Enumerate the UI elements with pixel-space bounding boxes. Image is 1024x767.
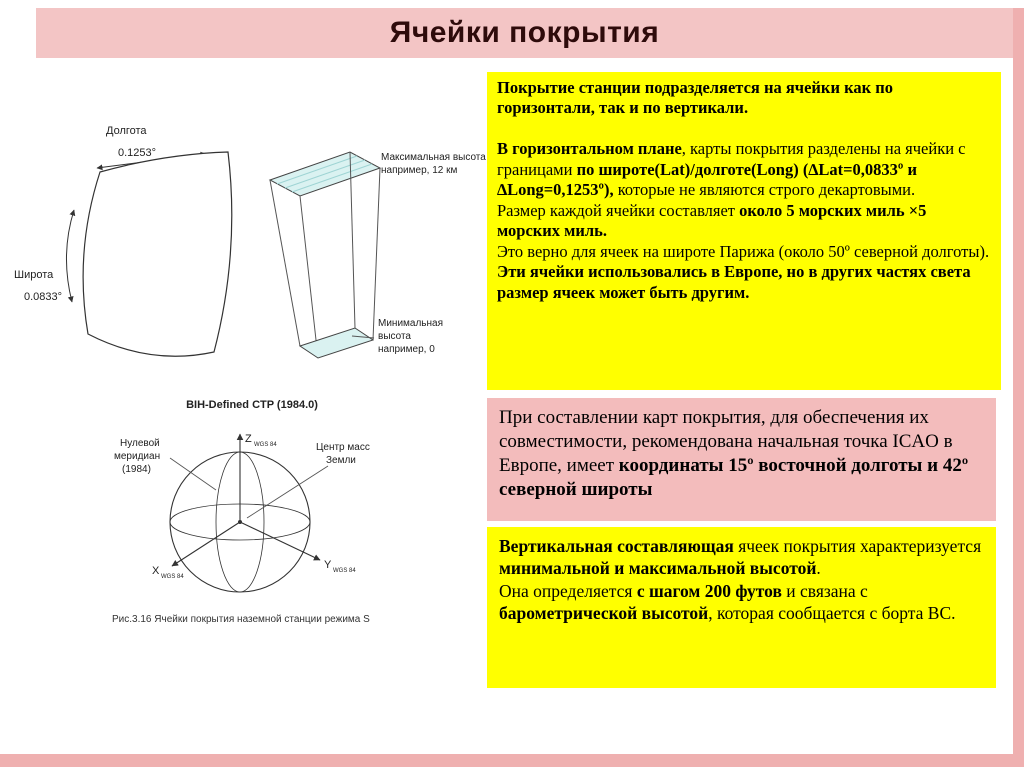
slide-border-right xyxy=(1013,8,1024,767)
sphere-figure-title: BIH-Defined CTP (1984.0) xyxy=(186,399,318,411)
earth-center-leader-line xyxy=(247,466,328,518)
zero-meridian-label-line1: Нулевой xyxy=(120,438,160,449)
min-height-label-line1: Минимальная xyxy=(378,318,444,329)
longitude-label: Долгота xyxy=(106,125,147,137)
min-height-label-line2: высота xyxy=(378,331,411,342)
prism-edge xyxy=(270,180,300,346)
z-axis-subscript: WGS 84 xyxy=(254,442,277,448)
min-height-face xyxy=(300,328,373,358)
x-axis-label: X xyxy=(152,565,160,577)
zero-meridian-label-line2: меридиан xyxy=(114,451,161,462)
zero-meridian-leader-line xyxy=(170,458,216,490)
figure-caption: Рис.3.16 Ячейки покрытия наземной станции режима S xyxy=(112,614,370,625)
slide-border-bottom xyxy=(0,754,1024,767)
horizontal-cells-text-block: Покрытие станции подразделяется на ячейки как по горизонтали, так и по вертикали. В горизонтальном плане, карты покрытия разделены на ячейки с границами по широте(Lat)/долготе(Long) (∆Lat=0,0833º и ∆Long=0,1253º), которые не являются строго декартовыми. Размер каждой ячейки составляет около 5 морских миль ×5 морских миль. Это верно для ячеек на широте Парижа (около 50º северной долготы). Эти ячейки использовались в Европе, но в других частях света размер ячеек может быть другим. xyxy=(487,72,1001,390)
prism-edge xyxy=(300,196,318,358)
min-height-label-line3: например, 0 xyxy=(378,344,435,355)
latitude-extent-arrow xyxy=(66,210,74,302)
y-axis-subscript: WGS 84 xyxy=(333,568,356,574)
ctp-sphere-diagram xyxy=(112,399,370,625)
z-axis-label: Z xyxy=(245,433,252,445)
latitude-value: 0.0833° xyxy=(24,291,63,303)
longitude-value: 0.1253° xyxy=(118,147,157,159)
coverage-cell-patch xyxy=(83,152,232,356)
prism-edge xyxy=(373,168,380,340)
cell-patch-diagram xyxy=(14,125,232,356)
height-prism-diagram xyxy=(270,152,486,358)
title-band xyxy=(36,8,1013,58)
earth-center-label-line2: Земли xyxy=(326,455,356,466)
earth-center-label-line1: Центр масс xyxy=(316,442,370,453)
slide-title: Ячейки покрытия xyxy=(389,16,660,49)
diagrams-canvas xyxy=(0,60,487,767)
prism-edge xyxy=(350,152,355,328)
vertical-component-text-block: Вертикальная составляющая ячеек покрытия характеризуется минимальной и максимальной высотой. Она определяется с шагом 200 футов и связана с барометрической высотой, которая сообщается с борта ВС. xyxy=(487,527,996,688)
y-axis xyxy=(240,522,320,560)
x-axis xyxy=(172,522,240,566)
max-height-label-line1: Максимальная высота xyxy=(381,152,486,163)
icao-origin-text-block: При составлении карт покрытия, для обеспечения их совместимости, рекомендована начальная точка ICAO в Европе, имеет координаты 15º восточной долготы и 42º северной широты xyxy=(487,398,996,521)
latitude-label: Широта xyxy=(14,269,54,281)
max-height-label-line2: например, 12 км xyxy=(381,165,458,176)
x-axis-subscript: WGS 84 xyxy=(161,574,184,580)
y-axis-label: Y xyxy=(324,559,332,571)
zero-meridian-label-line3: (1984) xyxy=(122,464,151,475)
